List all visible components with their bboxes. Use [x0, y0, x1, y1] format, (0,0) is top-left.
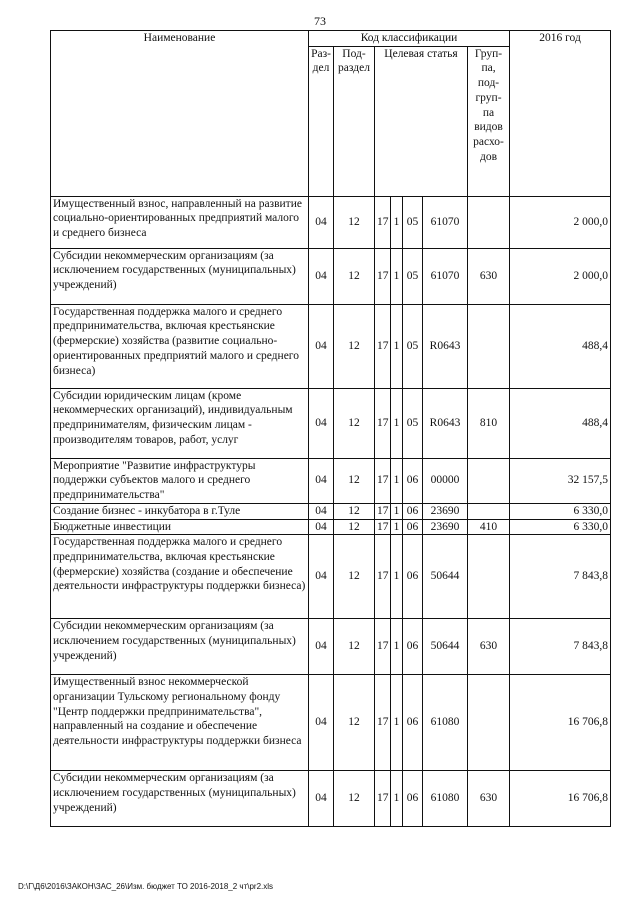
cell-name: Государственная поддержка малого и среднего предпринимательства, включая крестьянские (фермерские) хозяйства (создание и обеспечение деятельности инфраструктуры поддержки бизнеса) — [51, 535, 309, 619]
cell-name: Имущественный взнос некоммерческой организации Тульскому региональному фонду "Центр поддержки предпринимательства", направленный на создание и обеспечение деятельности инфраструктуры поддержки бизнеса — [51, 675, 309, 771]
cell-podrazdel: 12 — [334, 519, 375, 535]
cell-cs2: 1 — [391, 248, 403, 304]
header-subsection: Под-раздел — [334, 46, 375, 196]
cell-podrazdel: 12 — [334, 304, 375, 388]
cell-amount: 16 706,8 — [510, 771, 611, 827]
cell-podrazdel: 12 — [334, 771, 375, 827]
cell-amount: 16 706,8 — [510, 675, 611, 771]
table-row — [51, 519, 611, 535]
cell-vr: 630 — [468, 771, 510, 827]
cell-cs4: R0643 — [423, 304, 468, 388]
cell-amount: 7 843,8 — [510, 535, 611, 619]
cell-name: Субсидии некоммерческим организациям (за исключением государственных (муниципальных) учреждений) — [51, 771, 309, 827]
cell-razdel: 04 — [309, 619, 334, 675]
table-row — [51, 458, 611, 503]
cell-vr — [468, 196, 510, 248]
cell-razdel: 04 — [309, 535, 334, 619]
table-row — [51, 771, 611, 827]
cell-amount: 488,4 — [510, 304, 611, 388]
cell-cs2: 1 — [391, 675, 403, 771]
cell-vr — [468, 304, 510, 388]
page-number: 73 — [314, 14, 326, 28]
header-name: Наименование — [51, 31, 309, 197]
footer-file-path: D:\Г\Д6\2016\ЗАКОН\ЗАС_26\Изм. бюджет ТО 2016-2018_2 чт\pr2.xls — [18, 882, 274, 891]
cell-cs3: 06 — [403, 771, 423, 827]
cell-cs4: 61070 — [423, 196, 468, 248]
table-row — [51, 535, 611, 619]
header-expense-group: Груп-па, под-груп-па видов расхо-дов — [468, 46, 510, 196]
cell-amount: 2 000,0 — [510, 248, 611, 304]
cell-amount: 6 330,0 — [510, 519, 611, 535]
cell-razdel: 04 — [309, 304, 334, 388]
table-row — [51, 675, 611, 771]
cell-cs2: 1 — [391, 458, 403, 503]
cell-cs2: 1 — [391, 304, 403, 388]
cell-cs4: 23690 — [423, 519, 468, 535]
cell-razdel: 04 — [309, 196, 334, 248]
cell-razdel: 04 — [309, 388, 334, 458]
cell-amount: 6 330,0 — [510, 503, 611, 519]
cell-amount: 2 000,0 — [510, 196, 611, 248]
cell-name: Субсидии некоммерческим организациям (за исключением государственных (муниципальных) учреждений) — [51, 619, 309, 675]
cell-cs1: 17 — [375, 519, 391, 535]
cell-cs4: 50644 — [423, 619, 468, 675]
cell-vr: 630 — [468, 619, 510, 675]
cell-vr — [468, 675, 510, 771]
table-row — [51, 196, 611, 248]
cell-cs4: 61080 — [423, 771, 468, 827]
cell-razdel: 04 — [309, 458, 334, 503]
cell-cs1: 17 — [375, 675, 391, 771]
cell-name: Имущественный взнос, направленный на развитие социально-ориентированных предприятий малого и среднего бизнеса — [51, 196, 309, 248]
header-classification: Код классификации — [309, 31, 510, 47]
budget-table — [50, 30, 611, 827]
cell-cs4: 61080 — [423, 675, 468, 771]
cell-cs1: 17 — [375, 388, 391, 458]
cell-podrazdel: 12 — [334, 196, 375, 248]
cell-cs4: 00000 — [423, 458, 468, 503]
cell-vr — [468, 503, 510, 519]
cell-amount: 488,4 — [510, 388, 611, 458]
cell-cs4: R0643 — [423, 388, 468, 458]
cell-vr — [468, 535, 510, 619]
cell-cs1: 17 — [375, 619, 391, 675]
cell-razdel: 04 — [309, 248, 334, 304]
cell-cs1: 17 — [375, 248, 391, 304]
cell-razdel: 04 — [309, 503, 334, 519]
cell-cs3: 05 — [403, 196, 423, 248]
cell-razdel: 04 — [309, 771, 334, 827]
cell-cs3: 05 — [403, 248, 423, 304]
cell-podrazdel: 12 — [334, 458, 375, 503]
header-year: 2016 год — [510, 31, 611, 197]
cell-cs1: 17 — [375, 304, 391, 388]
cell-cs4: 61070 — [423, 248, 468, 304]
cell-cs1: 17 — [375, 458, 391, 503]
cell-name: Субсидии некоммерческим организациям (за исключением государственных (муниципальных) учреждений) — [51, 248, 309, 304]
cell-name: Государственная поддержка малого и среднего предпринимательства, включая крестьянские (фермерские) хозяйства (развитие социально-ориентированных предприятий малого и среднего бизнеса) — [51, 304, 309, 388]
cell-podrazdel: 12 — [334, 388, 375, 458]
cell-name: Бюджетные инвестиции — [51, 519, 309, 535]
table-row — [51, 619, 611, 675]
table-row — [51, 388, 611, 458]
cell-cs2: 1 — [391, 388, 403, 458]
cell-cs4: 23690 — [423, 503, 468, 519]
cell-cs2: 1 — [391, 503, 403, 519]
table-row — [51, 503, 611, 519]
cell-razdel: 04 — [309, 675, 334, 771]
cell-podrazdel: 12 — [334, 675, 375, 771]
cell-name: Мероприятие "Развитие инфраструктуры поддержки субъектов малого и среднего предпринимательства" — [51, 458, 309, 503]
cell-amount: 7 843,8 — [510, 619, 611, 675]
cell-cs3: 06 — [403, 503, 423, 519]
cell-cs3: 05 — [403, 388, 423, 458]
cell-name: Создание бизнес - инкубатора в г.Туле — [51, 503, 309, 519]
header-target-article: Целевая статья — [375, 46, 468, 196]
cell-name: Субсидии юридическим лицам (кроме некоммерческих организаций), индивидуальным предпринимателям, физическим лицам - производителям товаров, работ, услуг — [51, 388, 309, 458]
cell-cs3: 06 — [403, 519, 423, 535]
cell-cs4: 50644 — [423, 535, 468, 619]
cell-cs2: 1 — [391, 196, 403, 248]
cell-vr: 810 — [468, 388, 510, 458]
cell-razdel: 04 — [309, 519, 334, 535]
cell-cs3: 06 — [403, 675, 423, 771]
cell-podrazdel: 12 — [334, 248, 375, 304]
cell-cs3: 06 — [403, 619, 423, 675]
cell-cs3: 05 — [403, 304, 423, 388]
cell-cs2: 1 — [391, 771, 403, 827]
cell-cs1: 17 — [375, 771, 391, 827]
table-row — [51, 248, 611, 304]
cell-cs3: 06 — [403, 535, 423, 619]
cell-vr: 630 — [468, 248, 510, 304]
header-section: Раз-дел — [309, 46, 334, 196]
table-row — [51, 304, 611, 388]
cell-podrazdel: 12 — [334, 535, 375, 619]
cell-cs1: 17 — [375, 196, 391, 248]
cell-cs2: 1 — [391, 619, 403, 675]
cell-cs3: 06 — [403, 458, 423, 503]
cell-cs2: 1 — [391, 519, 403, 535]
cell-vr — [468, 458, 510, 503]
cell-cs2: 1 — [391, 535, 403, 619]
cell-podrazdel: 12 — [334, 619, 375, 675]
cell-cs1: 17 — [375, 503, 391, 519]
cell-amount: 32 157,5 — [510, 458, 611, 503]
cell-vr: 410 — [468, 519, 510, 535]
cell-podrazdel: 12 — [334, 503, 375, 519]
cell-cs1: 17 — [375, 535, 391, 619]
